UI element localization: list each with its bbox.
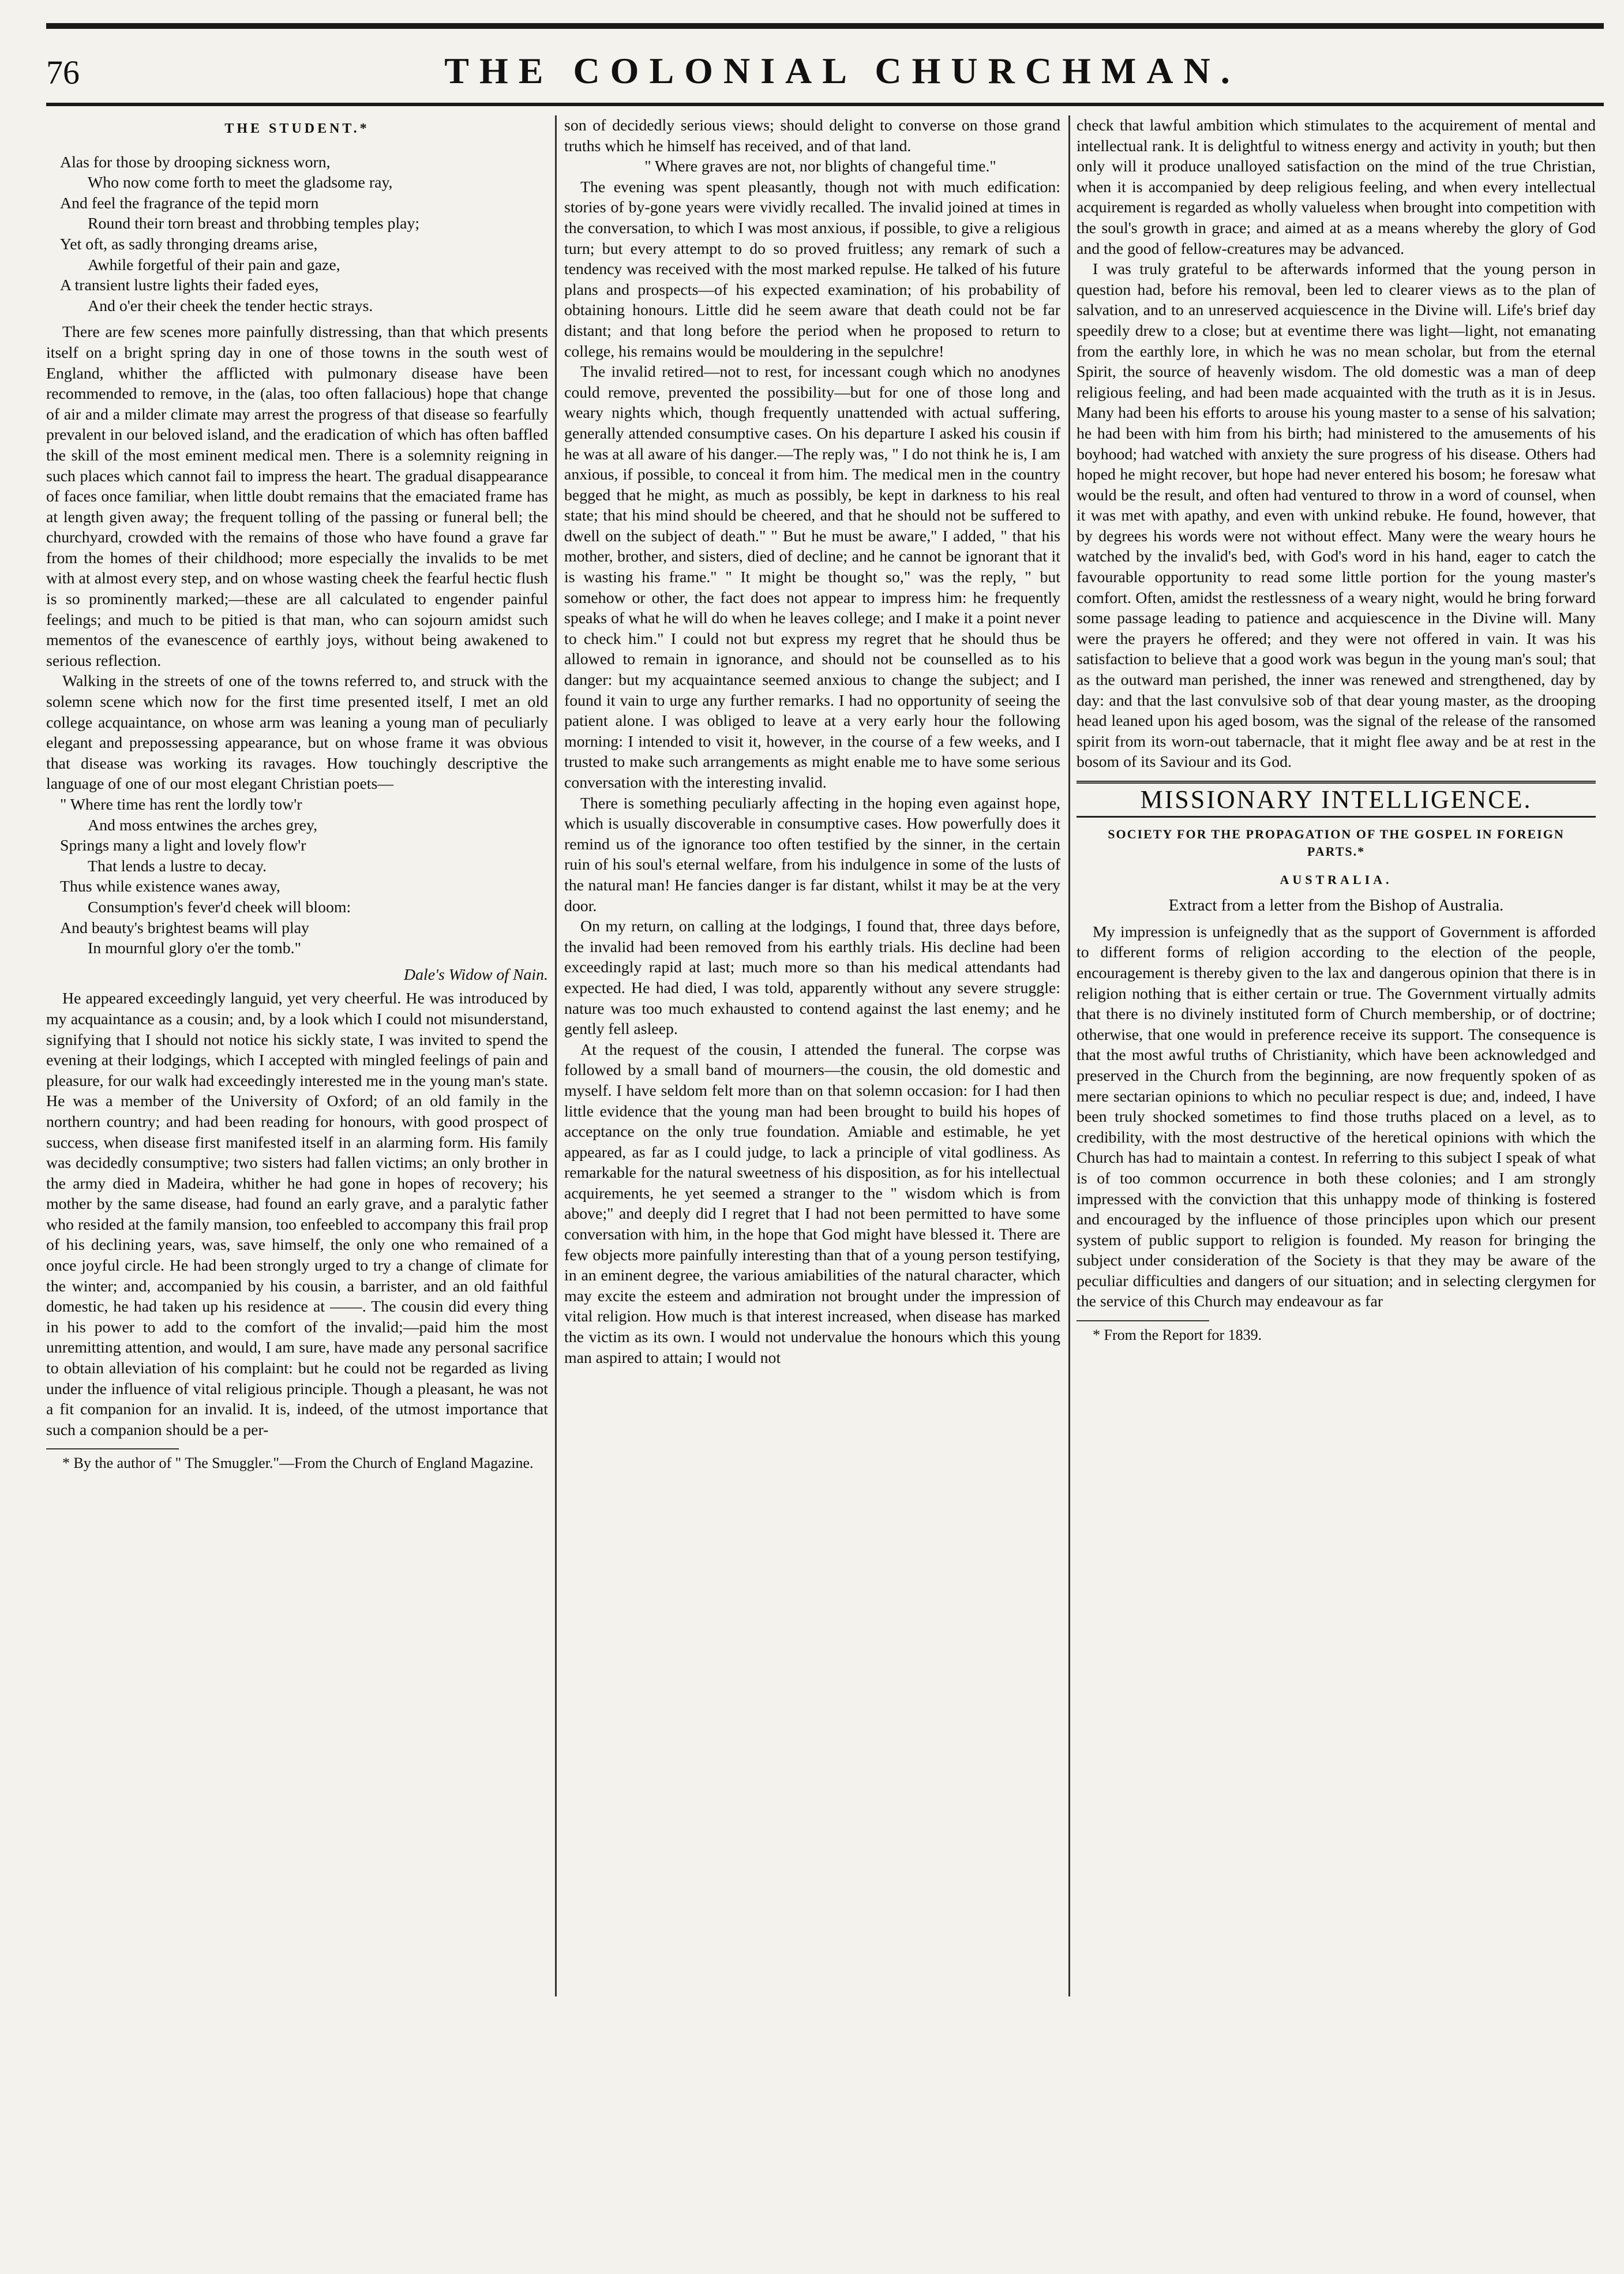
footnote: * By the author of " The Smuggler."—From the Church of England Magazine. <box>62 1455 534 1472</box>
column-3 <box>1077 115 1596 1344</box>
paragraph: At the request of the cousin, I attended the funeral. The corpse was followed by a small band of mourners—the cousin, the old domestic and myself. I have seldom felt more than on that solemn occasion: for I had then little evidence that the young man had been brought to build his hopes of acceptance on the only true foundation. Amiable and estimable, he yet appeared, as far as I could judge, to lack a principle of vital godliness. As remarkable for the natural sweetness of his disposition, as for his intellectual acquirements, he yet seemed a stranger to the " wisdom which is from above;" and deeply did I regret that I had not been permitted to have some conversation with him, in the hope that God might have blessed it. There are few objects more painfully interesting than that of a young person testifying, in an eminent degree, the various amiabilities of the natural character, which may excite the esteem and admiration not brought under the impression of vital religion. How much is that interest increased, when disease has marked the victim as its own. I would not undervalue the honours which this young man aspired to attain; I would not <box>564 1040 1060 1367</box>
footnote-rule <box>1077 1320 1209 1321</box>
poem-line: And o'er their cheek the tender hectic strays. <box>88 297 373 315</box>
poem-line: Who now come forth to meet the gladsome ray, <box>88 174 393 192</box>
paragraph: The invalid retired—not to rest, for incessant cough which no anodynes could remove, prevented the possibility—but for one of those long and weary nights which, though frequently unattended with actual suffering, generally attended consumptive cases. On his departure I asked his cousin if he was at all aware of his danger.—The reply was, " I do not think he is, I am anxious, if possible, to conceal it from him. The medical men in the country begged that he might, as much as possibly, be kept in darkness to his real state; that his mind should be cheered, and that he should not be suffered to dwell on the subject of death." " But he must be aware," I added, " that his mother, brother, and sisters, died of decline; and he cannot be ignorant that it is wasting his frame." " It might be thought so," was the reply, " but somehow or other, the fact does not appear to impress him: he frequently speaks of what he will do when he leaves college; and I make it a point never to check him." I could not but express my regret that he should thus be allowed to remain in ignorance, and should not be counselled as to his danger: but my acquaintance seemed anxious to change the subject; and I found it vain to urge any further remarks. I had no opportunity of seeing the patient alone. I was obliged to leave at a very early hour the following morning: I intended to visit it, however, in the course of a few weeks, and I trusted to make such arrangements as might enable me to have some serious conversation with the interesting invalid. <box>564 363 1060 792</box>
region-subheading: AUSTRALIA. <box>1280 872 1393 887</box>
column-1 <box>46 115 548 1473</box>
poem-line: Awhile forgetful of their pain and gaze, <box>88 256 340 274</box>
paragraph: My impression is unfeignedly that as the support of Government is afforded to different forms of religion according to the election of the people, encouragement is thereby given to the lax and dangerous opinion that there is in religion nothing that is either certain or true. The Government virtually admits that there is no divinely instituted form of Church membership, or of doctrine; otherwise, that one would in preference receive its support. The consequence is that the most awful truths of Christianity, which have been acknowledged and preserved in the Church from the beginning, are now frequently spoken of as mere sectarian opinions to which no peculiar respect is due; and, indeed, I have been truly shocked sometimes to find those truths placed on a level, as to credibility, with the most destructive of the heretical opinions with which the Church has had to maintain a contest. In referring to this subject I speak of what is of too common occurrence in both these colonies; and I am strongly impressed with the conviction that this unhappy mode of thinking is fostered and encouraged by the influence of those principles upon which our present system of public support to religion is founded. My reason for bringing the subject under consideration of the Society is that they may be aware of the peculiar difficulties and dangers of our situation; and in selecting clergymen for the service of this Church may endeavour as far <box>1077 923 1596 1311</box>
poem-line: Thus while existence wanes away, <box>60 878 280 896</box>
poem-line: In mournful glory o'er the tomb." <box>88 939 301 958</box>
extract-title: Extract from a letter from the Bishop of Australia. <box>1168 896 1504 915</box>
footnote: * From the Report for 1839. <box>1093 1327 1262 1344</box>
poem-line: " Where time has rent the lordly tow'r <box>60 796 302 814</box>
poem-line: And moss entwines the arches grey, <box>88 816 318 834</box>
paragraph: check that lawful ambition which stimulates to the acquirement of mental and intellectual rank. It is delightful to witness energy and activity in youth; but then only will it produce unalloyed satisfaction on the mind of the true Christian, when it is accompanied by deep religious feeling, and when every intellectual acquirement is regarded as wholly valueless when brought into competition with the soul's growth in grace; and aimed at as a means whereby the glory of God and the good of fellow-creatures may be advanced. <box>1077 117 1596 258</box>
paragraph: There are few scenes more painfully distressing, than that which presents itself on a bright spring day in one of those towns in the south west of England, whither the afflicted with pulmonary disease have been recommended to remove, in the (alas, too often fallacious) hope that change of air and a milder climate may arrest the progress of that disease so fearfully prevalent in our beloved island, and the eradication of which has often baffled the skill of the most eminent medical men. There is a solemnity reigning in such places which cannot fail to impress the heart. The gradual disappearance of faces once familiar, when little doubt remains that the emaciated frame has at length given away; the frequent tolling of the passing or funeral bell; the churchyard, crowded with the remains of those who have found a grave far from the homes of their childhood; more especially the invalids to be met with at almost every step, and on whose wasting cheek the fearful hectic flush is so prominently marked;—these are all calculated to engender painful feelings; and much to be pitied is that man, who can sojourn amidst such mementos of the evanescence of earthly joys, without being awakened to serious reflection. <box>46 323 548 670</box>
paragraph: The evening was spent pleasantly, though not with much edification: stories of by-gone years were vividly recalled. The invalid joined at times in the conversation, to which I was most anxious, if possible, to give a religious turn; but every attempt to do so proved fruitless; any remark of such a tendency was received with the most marked repulse. He talked of his future plans and prospects—of his expected examination; of his probability of obtaining honours. Little did he seem aware that death could not be far distant; and that long before the period when he proposed to return to college, his remains would be mouldering in the sepulchre! <box>564 178 1060 361</box>
section-heading: MISSIONARY INTELLIGENCE. <box>1077 781 1596 818</box>
paragraph: Walking in the streets of one of the towns referred to, and struck with the solemn scene which now for the first time presented itself, I met an old college acquaintance, on whose arm was leaning a young man of peculiarly elegant and prepossessing appearance, but on whose frame it was obvious that disease was working its ravages. How touchingly descriptive the language of one of our most elegant Christian poets— <box>46 672 548 793</box>
poem-line: Springs many a light and lovely flow'r <box>60 837 306 855</box>
page-number: 76 <box>46 54 80 91</box>
poem-line: Alas for those by drooping sickness worn, <box>60 153 331 171</box>
paragraph: son of decidedly serious views; should delight to converse on those grand truths which he himself has received, and of that land. <box>564 117 1060 155</box>
column-2 <box>564 115 1060 1368</box>
column-divider <box>555 115 557 1996</box>
paragraph: There is something peculiarly affecting in the hoping even against hope, which is usually discoverable in consumptive cases. How powerfully does it remind us of the ignorance too often testified by the sinner, in the certain ruin of his soul's eternal welfare, from his indulgence in some of the lusts of the natural man! He fancies danger is far distant, whilst it may be at the very door. <box>564 794 1060 915</box>
paragraph: On my return, on calling at the lodgings, I found that, three days before, the invalid had been removed from his earthly trials. His decline had been exceedingly rapid at last; much more so than his medical attendants had expected. He had died, I was told, apparently without any severe struggle: nature was too much exhausted to contend against the last enemy; and he gently fell asleep. <box>564 917 1060 1039</box>
poem-line: A transient lustre lights their faded eyes, <box>60 276 319 295</box>
quotation: " Where graves are not, nor blights of changeful time." <box>644 158 996 176</box>
paragraph: I was truly grateful to be afterwards informed that the young person in question had, before his removal, been led to clearer views as to the plan of salvation, and to an unreserved acquiescence in the Divine will. Life's brief day speedily drew to a close; but at eventime there was light—light, not emanating from the earthly lore, in which he was no mean scholar, but from the eternal Spirit, the source of heavenly wisdom. The old domestic was a man of deep religious feeling, and had been made acquainted with the truth as it is in Jesus. Many had been his efforts to arouse his young master to a sense of his salvation; he had been with him from his birth; had ministered to the amusements of his boyhood; had watched with anxiety the sure progress of his disease. Others had hoped he might recover, but hope had never entered his bosom; he foresaw what would be the result, and often had ventured to throw in a word of counsel, when it was met with apathy, and even with unkind rebuke. He found, however, that by degrees his words were not without effect. Many were the weary hours he watched by the invalid's bed, with God's word in his hand, eager to catch the favourable opportunity to read some little portion for the young master's comfort. Often, amidst the restlessness of a weary night, would he bring forward some passage leading to patience and acquiescence in the Divine will. Many were the prayers he offered; and they were not offered in vain. It was his satisfaction to believe that a good work was begun in the young man's soul; that as the outward man perished, the inner was renewed and strengthened, day by day: and that the last convulsive sob of that dear young master, as the drooping head leaned upon his aged bosom, was the signal of the release of the ransomed spirit from its worn-out tabernacle, that it might flee away and be at rest in the bosom of its Saviour and its God. <box>1077 260 1596 771</box>
column-divider <box>1068 115 1070 1996</box>
header-top-rule <box>46 23 1604 29</box>
article-title: THE STUDENT.* <box>224 121 370 136</box>
paragraph: He appeared exceedingly languid, yet very cheerful. He was introduced by my acquaintance as a cousin; and, by a look which I could not misunderstand, signifying that I should not notice his sickly state, I was invited to spend the evening at their lodgings, which I accepted with mingled feelings of pain and pleasure, for our walk had exceedingly interested me in the young man's state. He was a member of the University of Oxford; of an old family in the northern country; and had been reading for honours, with good prospect of success, when disease first manifested itself in an alarming form. His family was decidedly consumptive; two sisters had fallen victims; an only brother in the army died in Madeira, whither he had gone in hopes of recovery; his mother by the same disease, had found an early grave, and a paralytic father who resided at the family mansion, too enfeebled to accompany this frail prop of his declining years, was, save himself, the only one who remained of a once joyful circle. He had been strongly urged to try a change of climate for the winter; and, accompanied by his cousin, a barrister, and an old faithful domestic, he had taken up his residence at ——. The cousin did every thing in his power to add to the comfort of the invalid;—paid him the most unremitting attention, and would, I am sure, have made any personal sacrifice to obtain alleviation of his complaint: but he could not be regarded as living under the influence of vital religious principle. Though a pleasant, he was not a fit companion for an invalid. It is, indeed, of the utmost importance that such a companion should be a per- <box>46 990 548 1439</box>
footnote-rule <box>46 1448 179 1449</box>
poem-attribution: Dale's Widow of Nain. <box>404 965 548 984</box>
poem-line: And beauty's brightest beams will play <box>60 919 309 937</box>
poem-line: Consumption's fever'd cheek will bloom: <box>88 898 351 916</box>
poem-line: Round their torn breast and throbbing temples play; <box>88 215 420 233</box>
masthead: THE COLONIAL CHURCHMAN. <box>444 50 1240 91</box>
opening-poem <box>60 152 548 317</box>
poem-line: Yet oft, as sadly thronging dreams arise, <box>60 235 318 253</box>
poem-line: That lends a lustre to decay. <box>88 857 267 875</box>
society-heading: SOCIETY FOR THE PROPAGATION OF THE GOSPEL IN FOREIGN PARTS.* <box>1108 826 1565 859</box>
quoted-poem <box>60 795 548 959</box>
poem-line: And feel the fragrance of the tepid morn <box>60 194 319 212</box>
header-bottom-rule <box>46 103 1604 106</box>
